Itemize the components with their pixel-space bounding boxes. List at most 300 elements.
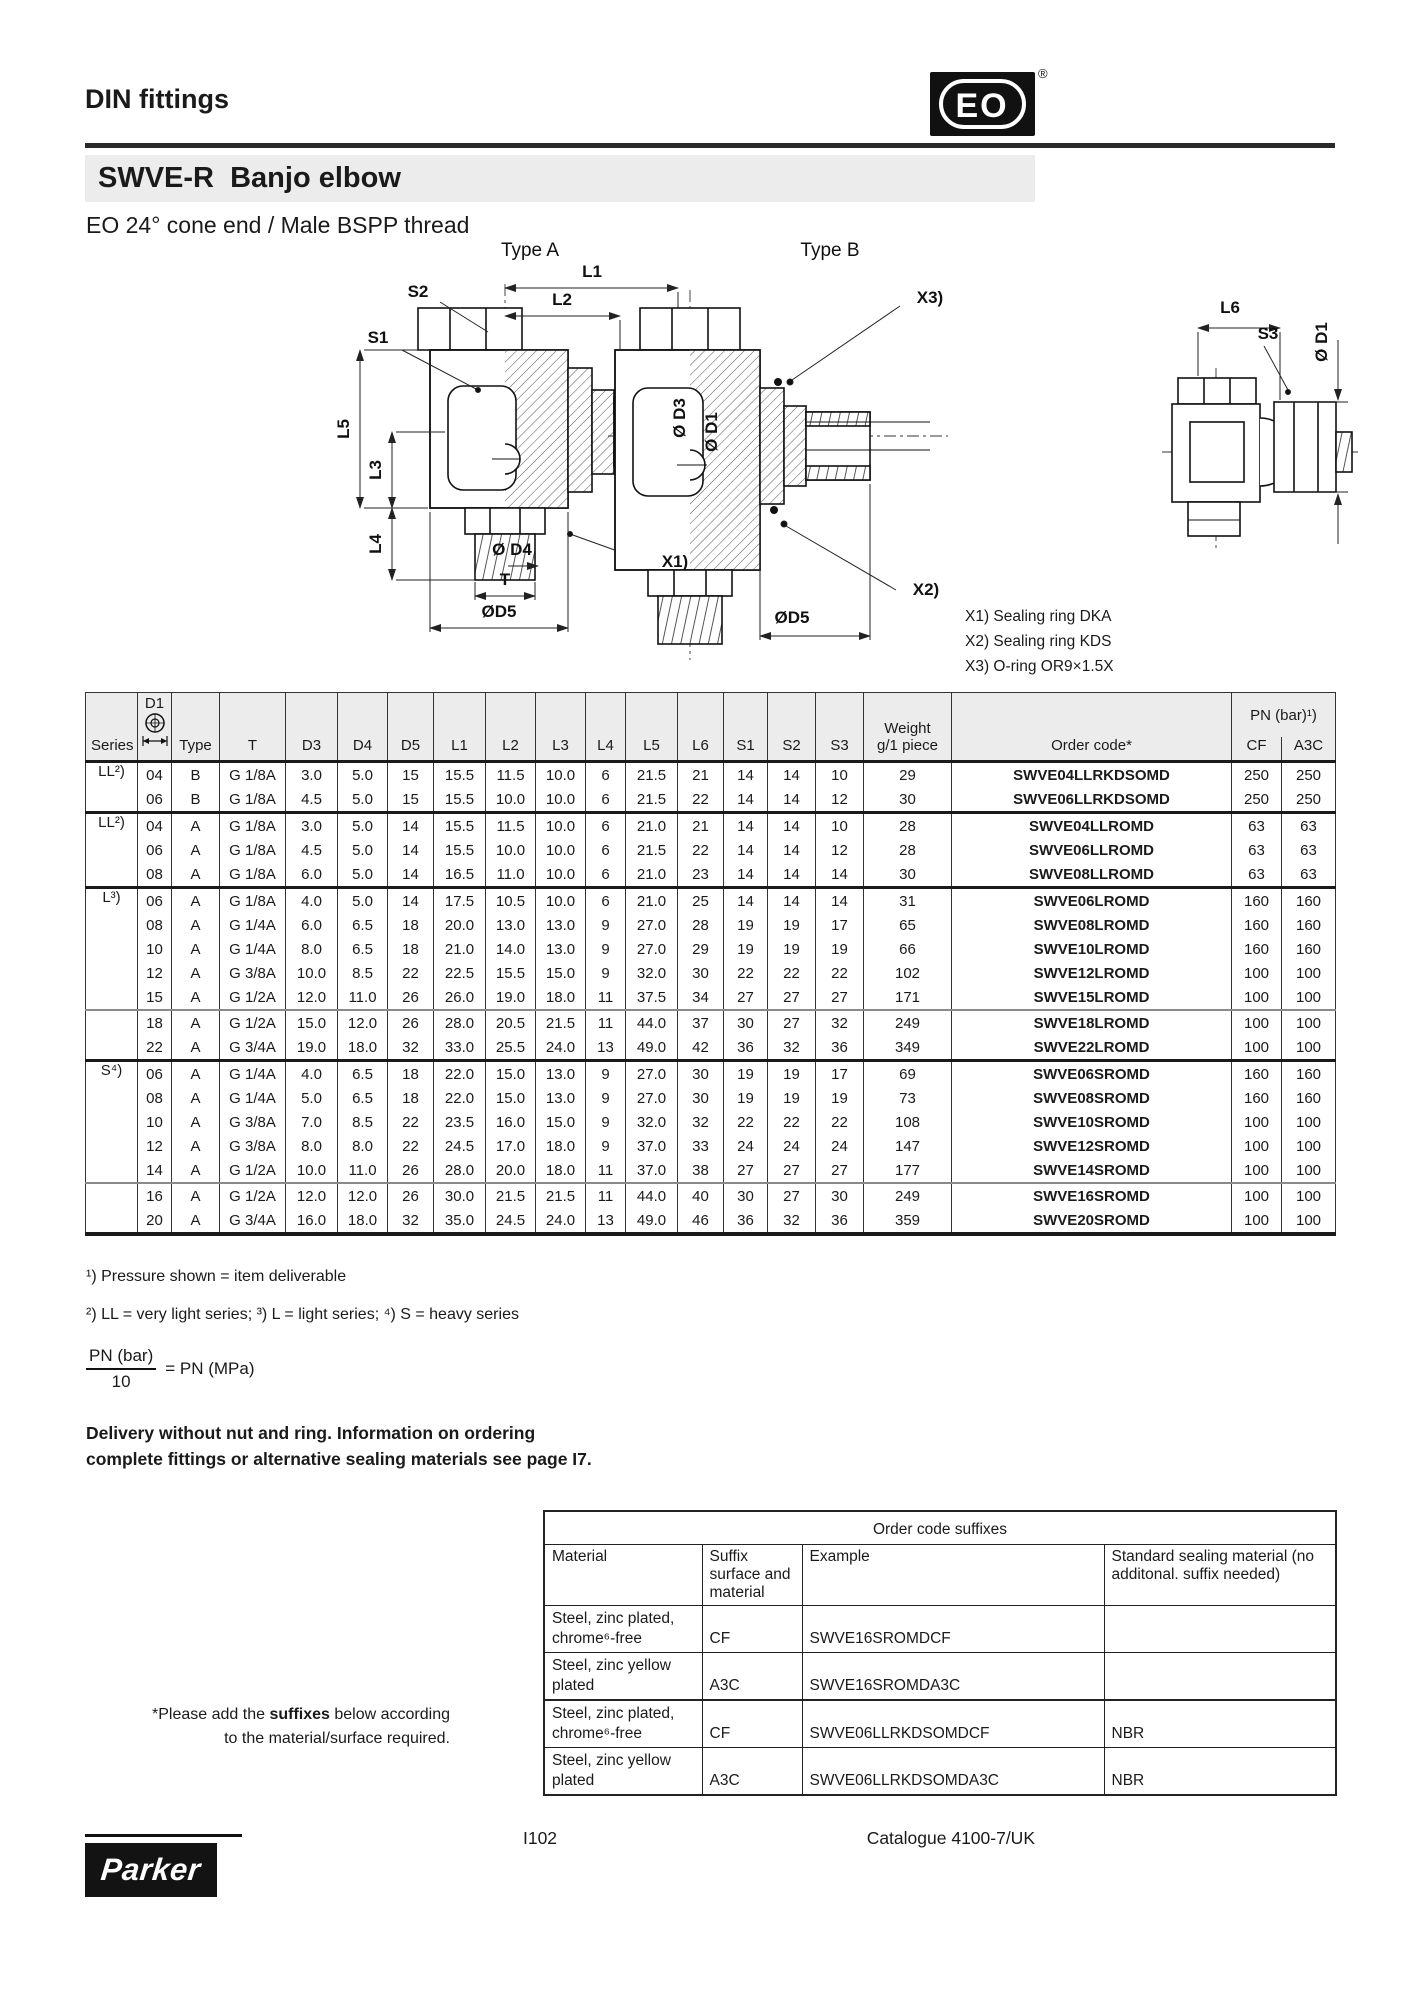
dim-label-t: T xyxy=(499,570,511,589)
value-cell: G 3/4A xyxy=(220,1208,286,1234)
value-cell: 37.0 xyxy=(626,1134,678,1158)
tube-diameter-icon xyxy=(140,712,170,746)
value-cell: 17.0 xyxy=(486,1134,536,1158)
value-cell: 3.0 xyxy=(286,762,338,788)
value-cell: 160 xyxy=(1232,913,1282,937)
value-cell: 250 xyxy=(1282,762,1336,788)
pn-formula xyxy=(86,1346,255,1392)
eo-logo-icon xyxy=(930,72,1035,136)
main-table-body xyxy=(86,762,1336,1235)
value-cell: 160 xyxy=(1232,937,1282,961)
value-cell: 8.0 xyxy=(286,1134,338,1158)
table-row xyxy=(86,888,1336,914)
value-cell: 13.0 xyxy=(536,937,586,961)
value-cell: 63 xyxy=(1232,838,1282,862)
eo-logo xyxy=(930,72,1035,136)
value-cell: 19 xyxy=(768,937,816,961)
value-cell: B xyxy=(172,762,220,788)
value-cell: 12 xyxy=(816,838,864,862)
weight-line1: Weight xyxy=(884,720,931,737)
value-cell: 24.5 xyxy=(434,1134,486,1158)
value-cell: 14 xyxy=(724,838,768,862)
order-code-cell: SWVE06LLRKDSOMD xyxy=(952,787,1232,813)
value-cell: 14 xyxy=(768,862,816,888)
value-cell: 24 xyxy=(816,1134,864,1158)
value-cell: 04 xyxy=(138,762,172,788)
series-label xyxy=(86,1010,138,1061)
value-cell: A xyxy=(172,937,220,961)
value-cell: 30 xyxy=(864,862,952,888)
value-cell: 10.0 xyxy=(536,762,586,788)
order-code-cell: SWVE12LROMD xyxy=(952,961,1232,985)
fraction-numerator: PN (bar) xyxy=(86,1346,156,1370)
value-cell: 32 xyxy=(678,1110,724,1134)
suffix-table-header-row xyxy=(544,1545,1336,1606)
value-cell: 6.5 xyxy=(338,913,388,937)
value-cell: 15 xyxy=(388,787,434,813)
value-cell: 15.5 xyxy=(486,961,536,985)
table-row xyxy=(86,1010,1336,1035)
value-cell: 22 xyxy=(388,1134,434,1158)
value-cell: 63 xyxy=(1232,862,1282,888)
value-cell: 4.0 xyxy=(286,888,338,914)
col-header-d5: D5 xyxy=(388,693,434,762)
value-cell: 18 xyxy=(388,913,434,937)
value-cell: 6 xyxy=(586,838,626,862)
value-cell: 46 xyxy=(678,1208,724,1234)
value-cell: 42 xyxy=(678,1035,724,1061)
value-cell: 20.0 xyxy=(486,1158,536,1183)
svg-text:EO: EO xyxy=(955,87,1009,125)
series-label: S⁴) xyxy=(86,1061,138,1184)
suffix-col-material: Material xyxy=(544,1545,702,1606)
dim-label-l4: L4 xyxy=(366,534,385,554)
value-cell: 15.5 xyxy=(434,838,486,862)
table-row xyxy=(86,787,1336,813)
value-cell: 15.0 xyxy=(536,961,586,985)
suffix-cell: Steel, zinc yellow plated xyxy=(544,1653,702,1701)
value-cell: 10.0 xyxy=(486,787,536,813)
header-rule xyxy=(85,143,1335,148)
value-cell: 14 xyxy=(816,888,864,914)
suffix-table-body xyxy=(544,1606,1336,1796)
value-cell: 14 xyxy=(138,1158,172,1183)
value-cell: 14 xyxy=(724,787,768,813)
d1-text: D1 xyxy=(144,695,165,712)
value-cell: 22 xyxy=(816,1110,864,1134)
value-cell: 63 xyxy=(1282,862,1336,888)
table-row xyxy=(86,961,1336,985)
value-cell: B xyxy=(172,787,220,813)
value-cell: 100 xyxy=(1282,1010,1336,1035)
value-cell: 06 xyxy=(138,787,172,813)
value-cell: 10 xyxy=(816,813,864,839)
value-cell: 9 xyxy=(586,937,626,961)
value-cell: 10.0 xyxy=(286,961,338,985)
value-cell: 15 xyxy=(138,985,172,1010)
value-cell: 12 xyxy=(138,1134,172,1158)
value-cell: 14 xyxy=(816,862,864,888)
value-cell: 19 xyxy=(724,1086,768,1110)
value-cell: 11.5 xyxy=(486,813,536,839)
value-cell: 27.0 xyxy=(626,1086,678,1110)
value-cell: G 1/4A xyxy=(220,913,286,937)
value-cell: 13.0 xyxy=(536,1061,586,1087)
value-cell: 4.0 xyxy=(286,1061,338,1087)
value-cell: 10.0 xyxy=(486,838,536,862)
value-cell: 26 xyxy=(388,1010,434,1035)
order-code-cell: SWVE12SROMD xyxy=(952,1134,1232,1158)
value-cell: 8.0 xyxy=(338,1134,388,1158)
value-cell: 22 xyxy=(768,961,816,985)
value-cell: G 1/2A xyxy=(220,1183,286,1208)
value-cell: 249 xyxy=(864,1183,952,1208)
suffix-cell: SWVE06LLRKDSOMDA3C xyxy=(802,1748,1104,1796)
value-cell: 100 xyxy=(1282,1158,1336,1183)
value-cell: 100 xyxy=(1232,985,1282,1010)
value-cell: 6.0 xyxy=(286,913,338,937)
delivery-note: Delivery without nut and ring. Information on ordering complete fittings or alternative sealing materials see page I7. xyxy=(86,1423,592,1469)
value-cell: 22 xyxy=(388,1110,434,1134)
value-cell: 32 xyxy=(768,1035,816,1061)
value-cell: 13.0 xyxy=(536,913,586,937)
value-cell: 14.0 xyxy=(486,937,536,961)
value-cell: 22.0 xyxy=(434,1061,486,1087)
weight-line2: g/1 piece xyxy=(877,737,938,754)
value-cell: 100 xyxy=(1282,1183,1336,1208)
value-cell: 36 xyxy=(724,1208,768,1234)
value-cell: 100 xyxy=(1232,1208,1282,1234)
value-cell: 100 xyxy=(1232,1158,1282,1183)
value-cell: 100 xyxy=(1282,1208,1336,1234)
value-cell: 16.5 xyxy=(434,862,486,888)
value-cell: 22 xyxy=(678,838,724,862)
value-cell: G 1/8A xyxy=(220,862,286,888)
value-cell: G 1/2A xyxy=(220,1158,286,1183)
note-x3: X3) O-ring OR9×1.5X xyxy=(965,658,1114,675)
order-code-cell: SWVE16SROMD xyxy=(952,1183,1232,1208)
value-cell: 63 xyxy=(1232,813,1282,839)
value-cell: 30 xyxy=(724,1183,768,1208)
value-cell: 6.5 xyxy=(338,937,388,961)
suffix-cell: CF xyxy=(702,1700,802,1748)
value-cell: 250 xyxy=(1232,762,1282,788)
value-cell: 40 xyxy=(678,1183,724,1208)
value-cell: 63 xyxy=(1282,838,1336,862)
suffix-note-bold: suffixes xyxy=(269,1706,330,1723)
suffix-cell: NBR xyxy=(1104,1748,1336,1796)
value-cell: G 1/8A xyxy=(220,787,286,813)
value-cell: 18.0 xyxy=(536,1158,586,1183)
table-row xyxy=(86,937,1336,961)
value-cell: 19 xyxy=(816,1086,864,1110)
value-cell: 27 xyxy=(724,985,768,1010)
dim-label-l3: L3 xyxy=(366,460,385,480)
value-cell: 19 xyxy=(816,937,864,961)
value-cell: 21 xyxy=(678,762,724,788)
value-cell: 28 xyxy=(864,838,952,862)
value-cell: 18.0 xyxy=(536,1134,586,1158)
value-cell: 6.0 xyxy=(286,862,338,888)
parker-logo xyxy=(85,1843,217,1897)
value-cell: 10.0 xyxy=(536,888,586,914)
fraction-denominator: 10 xyxy=(111,1372,131,1391)
value-cell: G 1/4A xyxy=(220,1086,286,1110)
value-cell: 16.0 xyxy=(486,1110,536,1134)
value-cell: 160 xyxy=(1232,1061,1282,1087)
value-cell: 20.0 xyxy=(434,913,486,937)
col-header-l5: L5 xyxy=(626,693,678,762)
value-cell: 25 xyxy=(678,888,724,914)
product-title-banner: SWVE-R Banjo elbow xyxy=(85,155,1035,202)
value-cell: 27 xyxy=(768,1010,816,1035)
value-cell: 24.5 xyxy=(486,1208,536,1234)
note-ref-x3: X3) xyxy=(916,288,944,307)
value-cell: 14 xyxy=(768,813,816,839)
value-cell: 14 xyxy=(388,838,434,862)
value-cell: 177 xyxy=(864,1158,952,1183)
value-cell: G 3/8A xyxy=(220,961,286,985)
value-cell: 17 xyxy=(816,913,864,937)
value-cell: A xyxy=(172,1158,220,1183)
dim-label-s3: S3 xyxy=(1257,324,1279,343)
value-cell: 08 xyxy=(138,1086,172,1110)
table-row xyxy=(86,1183,1336,1208)
value-cell: 08 xyxy=(138,913,172,937)
value-cell: 11 xyxy=(586,1158,626,1183)
value-cell: 27 xyxy=(768,1158,816,1183)
table-row xyxy=(86,1158,1336,1183)
value-cell: 24.0 xyxy=(536,1208,586,1234)
value-cell: 14 xyxy=(388,862,434,888)
value-cell: 30.0 xyxy=(434,1183,486,1208)
value-cell: 100 xyxy=(1232,1110,1282,1134)
value-cell: G 1/8A xyxy=(220,762,286,788)
value-cell: 28 xyxy=(864,813,952,839)
value-cell: G 1/2A xyxy=(220,985,286,1010)
value-cell: 28.0 xyxy=(434,1158,486,1183)
value-cell: 19.0 xyxy=(486,985,536,1010)
suffix-note-pre: *Please add the xyxy=(152,1706,270,1723)
value-cell: 14 xyxy=(724,762,768,788)
value-cell: 4.5 xyxy=(286,787,338,813)
value-cell: 06 xyxy=(138,838,172,862)
value-cell: 33 xyxy=(678,1134,724,1158)
value-cell: 10.0 xyxy=(286,1158,338,1183)
value-cell: 9 xyxy=(586,1086,626,1110)
note-x2: X2) Sealing ring KDS xyxy=(965,633,1112,650)
value-cell: 21.0 xyxy=(626,813,678,839)
value-cell: 14 xyxy=(388,813,434,839)
value-cell: 19 xyxy=(768,1061,816,1087)
value-cell: 10.0 xyxy=(536,838,586,862)
suffix-table-caption: Order code suffixes xyxy=(544,1511,1336,1545)
dim-label-l6: L6 xyxy=(1220,298,1240,317)
value-cell: 21.5 xyxy=(536,1010,586,1035)
dimensions-table xyxy=(85,692,1336,1236)
value-cell: 27 xyxy=(724,1158,768,1183)
value-cell: 18.0 xyxy=(536,985,586,1010)
value-cell: 11.5 xyxy=(486,762,536,788)
value-cell: 66 xyxy=(864,937,952,961)
suffix-col-suffix: Suffix surface and material xyxy=(702,1545,802,1606)
value-cell: 24 xyxy=(724,1134,768,1158)
value-cell: G 1/4A xyxy=(220,1061,286,1087)
value-cell: 22 xyxy=(388,961,434,985)
value-cell: 15.5 xyxy=(434,762,486,788)
value-cell: A xyxy=(172,1110,220,1134)
value-cell: 23 xyxy=(678,862,724,888)
value-cell: A xyxy=(172,1208,220,1234)
value-cell: 18.0 xyxy=(338,1208,388,1234)
dimensions-table-wrapper xyxy=(85,692,1336,1236)
suffix-cell: SWVE16SROMDCF xyxy=(802,1606,1104,1653)
value-cell: 8.0 xyxy=(286,937,338,961)
value-cell: 14 xyxy=(768,762,816,788)
value-cell: 22 xyxy=(724,1110,768,1134)
catalogue-reference: Catalogue 4100-7/UK xyxy=(866,1828,1035,1848)
value-cell: A xyxy=(172,1183,220,1208)
value-cell: 27 xyxy=(768,985,816,1010)
value-cell: 32 xyxy=(388,1208,434,1234)
suffix-cell: Steel, zinc yellow plated xyxy=(544,1748,702,1796)
value-cell: 9 xyxy=(586,1061,626,1087)
value-cell: 6 xyxy=(586,762,626,788)
value-cell: G 3/8A xyxy=(220,1110,286,1134)
dim-label-d5-a: ØD5 xyxy=(481,602,517,621)
note-x1: X1) Sealing ring DKA xyxy=(965,608,1112,625)
order-code-cell: SWVE20SROMD xyxy=(952,1208,1232,1234)
dim-label-d4: Ø D4 xyxy=(492,540,532,559)
value-cell: 35.0 xyxy=(434,1208,486,1234)
value-cell: 30 xyxy=(678,961,724,985)
dim-label-s1: S1 xyxy=(367,328,389,347)
note-ref-x1: X1) xyxy=(661,552,689,571)
value-cell: 69 xyxy=(864,1061,952,1087)
value-cell: 36 xyxy=(816,1035,864,1061)
table-row xyxy=(86,985,1336,1010)
dim-label-s2: S2 xyxy=(407,282,429,301)
value-cell: 12 xyxy=(816,787,864,813)
value-cell: 5.0 xyxy=(338,838,388,862)
value-cell: 11.0 xyxy=(486,862,536,888)
value-cell: 17 xyxy=(816,1061,864,1087)
value-cell: 8.5 xyxy=(338,1110,388,1134)
value-cell: A xyxy=(172,1010,220,1035)
col-header-pn: PN (bar)¹) xyxy=(1232,693,1336,738)
value-cell: 10.0 xyxy=(536,787,586,813)
value-cell: 6 xyxy=(586,862,626,888)
value-cell: 15.0 xyxy=(486,1086,536,1110)
value-cell: 13 xyxy=(586,1035,626,1061)
suffix-note xyxy=(150,1703,450,1751)
value-cell: 37 xyxy=(678,1010,724,1035)
dim-label-d1: Ø D1 xyxy=(702,412,721,452)
suffix-row xyxy=(544,1653,1336,1701)
value-cell: 29 xyxy=(678,937,724,961)
footer-rule xyxy=(85,1834,242,1837)
series-label: LL²) xyxy=(86,813,138,888)
value-cell: G 1/8A xyxy=(220,813,286,839)
col-header-s2: S2 xyxy=(768,693,816,762)
suffix-cell xyxy=(1104,1606,1336,1653)
value-cell: 06 xyxy=(138,888,172,914)
value-cell: 36 xyxy=(816,1208,864,1234)
value-cell: 21.0 xyxy=(626,888,678,914)
value-cell: 08 xyxy=(138,862,172,888)
value-cell: G 3/8A xyxy=(220,1134,286,1158)
suffix-cell: A3C xyxy=(702,1653,802,1701)
value-cell: 6 xyxy=(586,813,626,839)
value-cell: 21.0 xyxy=(626,862,678,888)
value-cell: 19 xyxy=(724,937,768,961)
value-cell: 29 xyxy=(864,762,952,788)
dim-label-d5-b: ØD5 xyxy=(774,608,810,627)
table-row xyxy=(86,838,1336,862)
value-cell: 63 xyxy=(1282,813,1336,839)
suffix-cell: NBR xyxy=(1104,1700,1336,1748)
value-cell: A xyxy=(172,1061,220,1087)
order-code-cell: SWVE14SROMD xyxy=(952,1158,1232,1183)
value-cell: 21.5 xyxy=(626,838,678,862)
technical-drawing-area xyxy=(330,240,1390,690)
value-cell: 11.0 xyxy=(338,985,388,1010)
value-cell: 19.0 xyxy=(286,1035,338,1061)
page-title: DIN fittings xyxy=(85,84,229,114)
value-cell: 8.5 xyxy=(338,961,388,985)
value-cell: 49.0 xyxy=(626,1208,678,1234)
value-cell: 18.0 xyxy=(338,1035,388,1061)
value-cell: 100 xyxy=(1282,961,1336,985)
product-subtitle: EO 24° cone end / Male BSPP thread xyxy=(86,212,470,238)
value-cell: 17.5 xyxy=(434,888,486,914)
value-cell: 5.0 xyxy=(338,813,388,839)
value-cell: 23.5 xyxy=(434,1110,486,1134)
value-cell: 14 xyxy=(724,888,768,914)
value-cell: 33.0 xyxy=(434,1035,486,1061)
value-cell: 160 xyxy=(1282,937,1336,961)
value-cell: 37.5 xyxy=(626,985,678,1010)
value-cell: 32 xyxy=(816,1010,864,1035)
value-cell: 6.5 xyxy=(338,1086,388,1110)
value-cell: 15.5 xyxy=(434,813,486,839)
value-cell: 34 xyxy=(678,985,724,1010)
dim-label-l1: L1 xyxy=(582,262,602,281)
value-cell: 14 xyxy=(768,838,816,862)
suffix-cell: CF xyxy=(702,1606,802,1653)
sealing-notes xyxy=(965,604,1114,679)
value-cell: 11 xyxy=(586,1183,626,1208)
table-row xyxy=(86,862,1336,888)
value-cell: 20.5 xyxy=(486,1010,536,1035)
value-cell: 160 xyxy=(1232,1086,1282,1110)
value-cell: 22.0 xyxy=(434,1086,486,1110)
col-header-weight xyxy=(864,693,952,762)
value-cell: 28.0 xyxy=(434,1010,486,1035)
value-cell: 18 xyxy=(388,1061,434,1087)
value-cell: 12.0 xyxy=(338,1183,388,1208)
value-cell: 100 xyxy=(1232,961,1282,985)
value-cell: A xyxy=(172,1086,220,1110)
value-cell: A xyxy=(172,1134,220,1158)
value-cell: A xyxy=(172,1035,220,1061)
suffix-cell: A3C xyxy=(702,1748,802,1796)
value-cell: 14 xyxy=(724,813,768,839)
col-header-order-code: Order code* xyxy=(952,693,1232,762)
series-label xyxy=(86,1183,138,1234)
table-row xyxy=(86,1110,1336,1134)
value-cell: 6 xyxy=(586,888,626,914)
